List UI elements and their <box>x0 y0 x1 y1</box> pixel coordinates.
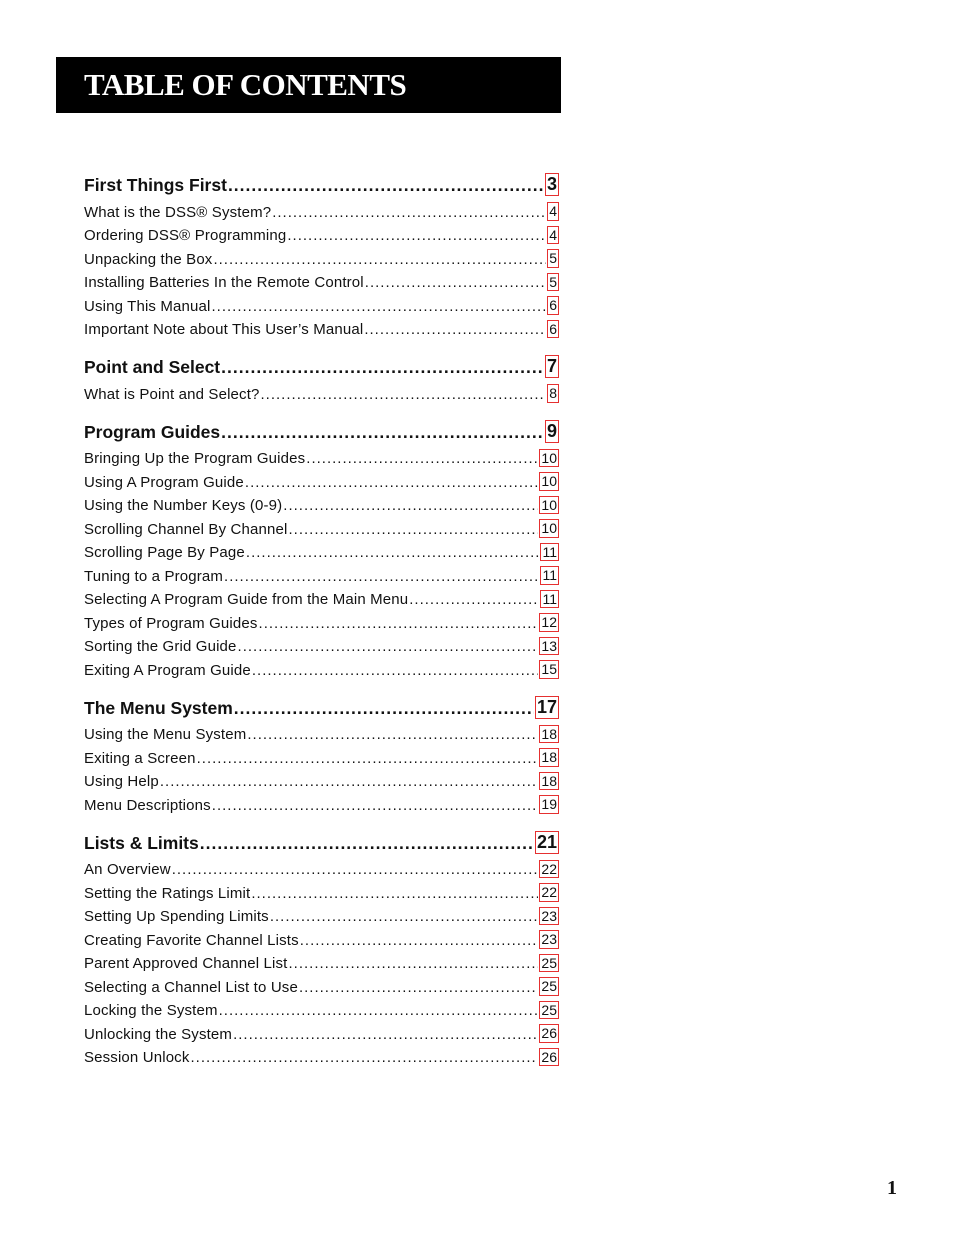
toc-entry[interactable] <box>84 491 559 515</box>
section-title: First Things First <box>84 175 227 195</box>
toc-section <box>84 693 559 814</box>
page-link[interactable]: 12 <box>541 614 557 631</box>
toc-entry[interactable] <box>84 743 559 767</box>
toc-entry[interactable] <box>84 221 559 245</box>
toc-entry[interactable] <box>84 655 559 679</box>
page-link[interactable]: 11 <box>542 567 557 584</box>
toc-entry[interactable] <box>84 244 559 268</box>
toc-entry[interactable] <box>84 379 559 403</box>
dot-leader <box>219 1002 539 1019</box>
dot-leader <box>289 955 539 972</box>
toc-section <box>84 828 559 1067</box>
page-link[interactable]: 13 <box>541 637 557 654</box>
entry-label: Locking the System <box>84 1002 218 1019</box>
dot-leader <box>234 698 534 719</box>
toc-section-heading[interactable] <box>84 693 559 719</box>
page-link[interactable]: 10 <box>541 496 557 513</box>
toc-section <box>84 170 559 338</box>
page-link[interactable]: 6 <box>549 297 557 314</box>
toc-entry[interactable] <box>84 949 559 973</box>
entry-label: Ordering DSS® Programming <box>84 227 287 244</box>
entry-label: Scrolling Channel By Channel <box>84 520 288 538</box>
dot-leader <box>221 357 544 378</box>
toc-entry[interactable] <box>84 538 559 562</box>
toc-entry[interactable] <box>84 720 559 744</box>
toc-entry[interactable] <box>84 925 559 949</box>
entry-label: Exiting A Program Guide <box>84 661 251 679</box>
title-bar <box>56 57 561 113</box>
entry-label: Unpacking the Box <box>84 250 213 268</box>
toc-entry[interactable] <box>84 790 559 814</box>
dot-leader <box>172 861 539 878</box>
dot-leader <box>306 450 538 467</box>
dot-leader <box>289 521 539 538</box>
section-title: Point and Select <box>84 357 221 377</box>
dot-leader <box>190 1049 538 1066</box>
toc-entry[interactable] <box>84 902 559 926</box>
page-link[interactable]: 10 <box>541 449 557 466</box>
dot-leader <box>160 773 539 790</box>
toc-entry[interactable] <box>84 197 559 221</box>
dot-leader <box>245 474 539 491</box>
entry-label: Bringing Up the Program Guides <box>84 450 306 467</box>
page-link[interactable]: 23 <box>541 931 557 948</box>
dot-leader <box>287 227 546 244</box>
page-link[interactable]: 23 <box>541 907 557 924</box>
page-link[interactable]: 19 <box>541 796 557 813</box>
page-title: TABLE OF CONTENTS <box>84 67 407 102</box>
toc-section <box>84 417 559 679</box>
entry-label: Tuning to a Program <box>84 567 224 585</box>
entry-label: Session Unlock <box>84 1049 190 1066</box>
toc-entry[interactable] <box>84 996 559 1020</box>
page-link[interactable]: 21 <box>536 831 557 852</box>
toc-entry[interactable] <box>84 467 559 491</box>
toc-entry[interactable] <box>84 632 559 656</box>
page-link[interactable]: 26 <box>541 1025 557 1042</box>
table-of-contents <box>84 170 559 1080</box>
page-link[interactable]: 4 <box>549 203 557 220</box>
dot-leader <box>261 386 547 403</box>
page-link[interactable]: 10 <box>541 520 557 537</box>
entry-label: An Overview <box>84 861 171 878</box>
entry-label: Parent Approved Channel List <box>84 955 288 972</box>
toc-section-heading[interactable] <box>84 417 559 443</box>
entry-label: What is the DSS® System? <box>84 203 272 221</box>
page-link[interactable]: 22 <box>541 860 557 877</box>
dot-leader <box>299 979 538 996</box>
dot-leader <box>212 298 547 315</box>
entry-label: Types of Program Guides <box>84 614 258 632</box>
dot-leader <box>247 726 538 743</box>
toc-entry[interactable] <box>84 585 559 609</box>
toc-entry[interactable] <box>84 878 559 902</box>
entry-label: Installing Batteries In the Remote Control <box>84 274 364 291</box>
entry-label: Sorting the Grid Guide <box>84 638 237 655</box>
page-link[interactable]: 11 <box>542 590 557 607</box>
entry-label: Using A Program Guide <box>84 473 244 491</box>
page-link[interactable]: 5 <box>549 250 557 267</box>
page-link[interactable]: 18 <box>541 772 557 789</box>
page-link[interactable]: 15 <box>541 661 557 678</box>
entry-label: Using Help <box>84 773 159 790</box>
toc-section-heading[interactable] <box>84 170 559 196</box>
toc-entry[interactable] <box>84 315 559 339</box>
page-link[interactable]: 8 <box>549 385 557 402</box>
page-link[interactable]: 9 <box>546 420 557 441</box>
toc-entry[interactable] <box>84 514 559 538</box>
entry-label: Setting the Ratings Limit <box>84 884 251 902</box>
entry-label: Using the Menu System <box>84 726 247 743</box>
toc-entry[interactable] <box>84 972 559 996</box>
page-link[interactable]: 4 <box>549 226 557 243</box>
dot-leader <box>221 422 544 443</box>
dot-leader <box>365 274 546 291</box>
dot-leader <box>212 797 539 814</box>
entry-label: Using the Number Keys (0-9) <box>84 497 283 514</box>
dot-leader <box>259 615 539 632</box>
page-link[interactable]: 18 <box>541 725 557 742</box>
entry-label: Menu Descriptions <box>84 796 211 814</box>
page-link[interactable]: 10 <box>541 473 557 490</box>
entry-label: Scrolling Page By Page <box>84 544 245 561</box>
dot-leader <box>228 175 544 196</box>
page-link[interactable]: 7 <box>546 356 557 377</box>
dot-leader <box>246 544 540 561</box>
page-link[interactable]: 22 <box>541 884 557 901</box>
page-link[interactable]: 18 <box>541 749 557 766</box>
page-link[interactable]: 6 <box>549 320 557 337</box>
toc-section <box>84 352 559 403</box>
dot-leader <box>283 497 538 514</box>
page-link[interactable]: 25 <box>541 1001 557 1018</box>
page-link[interactable]: 11 <box>542 543 557 560</box>
toc-entry[interactable] <box>84 444 559 468</box>
dot-leader <box>270 908 539 925</box>
toc-entry[interactable] <box>84 268 559 292</box>
section-title: Lists & Limits <box>84 832 199 853</box>
page-number: 1 <box>887 1177 897 1199</box>
dot-leader <box>272 204 546 221</box>
toc-section-heading[interactable] <box>84 352 559 378</box>
entry-label: Setting Up Spending Limits <box>84 908 269 925</box>
page-link[interactable]: 3 <box>546 174 557 195</box>
toc-entry[interactable] <box>84 855 559 879</box>
entry-label: Important Note about This User’s Manual <box>84 321 364 338</box>
dot-leader <box>224 568 539 585</box>
toc-entry[interactable] <box>84 1043 559 1067</box>
dot-leader <box>409 591 539 608</box>
entry-label: Exiting a Screen <box>84 749 196 767</box>
page-link[interactable]: 17 <box>536 696 557 717</box>
entry-label: Unlocking the System <box>84 1025 233 1043</box>
section-title: The Menu System <box>84 697 233 718</box>
dot-leader <box>251 885 538 902</box>
page-link[interactable]: 25 <box>541 954 557 971</box>
toc-entry[interactable] <box>84 1019 559 1043</box>
toc-entry[interactable] <box>84 561 559 585</box>
entry-label: Selecting A Program Guide from the Main Menu <box>84 591 409 608</box>
section-title: Program Guides <box>84 421 221 442</box>
dot-leader <box>238 638 539 655</box>
toc-entry[interactable] <box>84 767 559 791</box>
dot-leader <box>364 321 546 338</box>
toc-entry[interactable] <box>84 608 559 632</box>
entry-label: Selecting a Channel List to Use <box>84 978 298 996</box>
entry-label: Using This Manual <box>84 297 211 315</box>
entry-label: What is Point and Select? <box>84 385 260 403</box>
dot-leader <box>200 833 534 854</box>
dot-leader <box>300 932 539 949</box>
toc-section-heading[interactable] <box>84 828 559 854</box>
page-link[interactable]: 25 <box>541 978 557 995</box>
dot-leader <box>233 1026 538 1043</box>
dot-leader <box>213 251 546 268</box>
dot-leader <box>197 750 539 767</box>
toc-entry[interactable] <box>84 291 559 315</box>
dot-leader <box>252 662 539 679</box>
page-link[interactable]: 5 <box>549 273 557 290</box>
page-link[interactable]: 26 <box>541 1048 557 1065</box>
entry-label: Creating Favorite Channel Lists <box>84 931 299 949</box>
